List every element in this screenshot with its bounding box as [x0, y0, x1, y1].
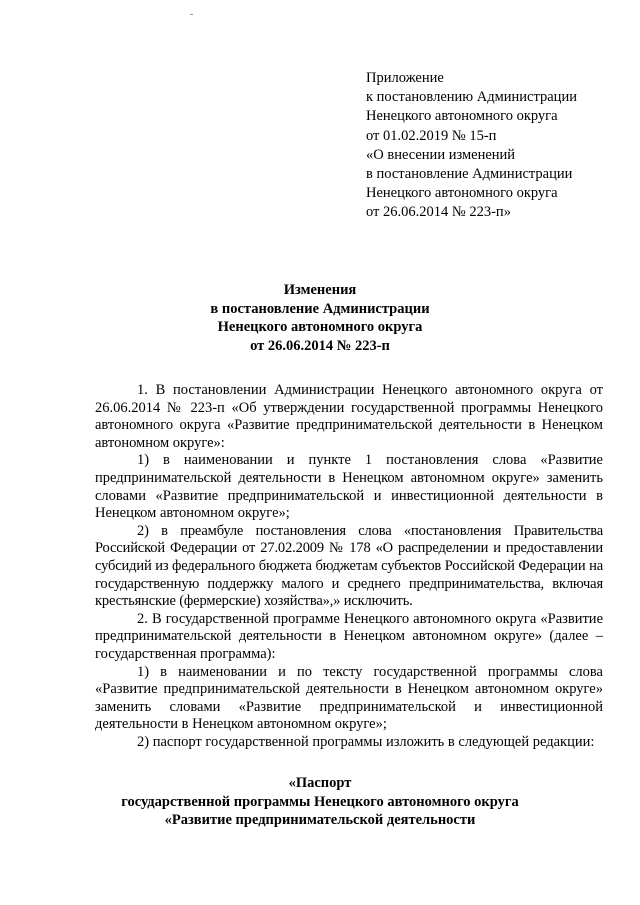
appendix-line: Приложение — [366, 70, 444, 86]
title-line: Изменения — [283, 282, 357, 298]
document-body — [95, 382, 603, 751]
appendix-block — [366, 69, 628, 223]
paragraph: 2) в преамбуле постановления слова «постановления Правительства Российской Федерации от 27.02.2009 № 178 «О распределении и предоставлении субсидий из федерального бюджета бюджетам субъектов Российской Федерации на государственную поддержку малого и среднего предпринимательства, включая крестьянские (фермерские) хозяйства»,» исключить. — [95, 522, 603, 610]
paragraph: 2) паспорт государственной программы изложить в следующей редакции: — [137, 733, 595, 750]
title-line: Ненецкого автономного округа — [217, 319, 423, 336]
appendix-line: в постановление Администрации — [366, 166, 573, 183]
scan-mark — [190, 14, 193, 15]
paragraph: 1. В постановлении Администрации Ненецкого автономного округа от 26.06.2014 № 223-п «Об утверждении государственной программы Ненецкого автономного округа «Развитие предпринимательской деятельности в Ненецком автономном округе»: — [95, 382, 603, 451]
appendix-line: от 01.02.2019 № 15-п — [366, 127, 497, 144]
passport-line: «Паспорт — [288, 775, 352, 791]
appendix-line: Ненецкого автономного округа — [366, 185, 558, 202]
appendix-line: к постановлению Администрации — [366, 89, 577, 106]
appendix-line: от 26.06.2014 № 223-п» — [366, 204, 511, 221]
paragraph: 1) в наименовании и пункте 1 постановления слова «Развитие предпринимательской деятельности в Ненецком автономном округе» заменить словами «Развитие предпринимательской и инвестиционной деятельности в Ненецком автономном округе»; — [95, 452, 603, 522]
document-title — [0, 281, 640, 355]
passport-line: государственной программы Ненецкого автономного округа — [121, 793, 519, 810]
passport-line: «Развитие предпринимательской деятельности — [164, 812, 476, 829]
paragraph: 2. В государственной программе Ненецкого автономного округа «Развитие предпринимательской деятельности в Ненецком автономном округе» (далее – государственная программа): — [95, 610, 603, 662]
passport-heading — [0, 774, 640, 830]
paragraph: 1) в наименовании и по тексту государственной программы слова «Развитие предпринимательской деятельности в Ненецком автономном округе» заменить словами «Развитие предпринимательской и инвестиционной деятельности в Ненецком автономном округе»; — [95, 663, 603, 733]
appendix-line: «О внесении изменений — [366, 146, 516, 163]
title-line: в постановление Администрации — [210, 300, 430, 317]
title-line: от 26.06.2014 № 223-п — [250, 337, 390, 354]
appendix-line: Ненецкого автономного округа — [366, 108, 558, 125]
